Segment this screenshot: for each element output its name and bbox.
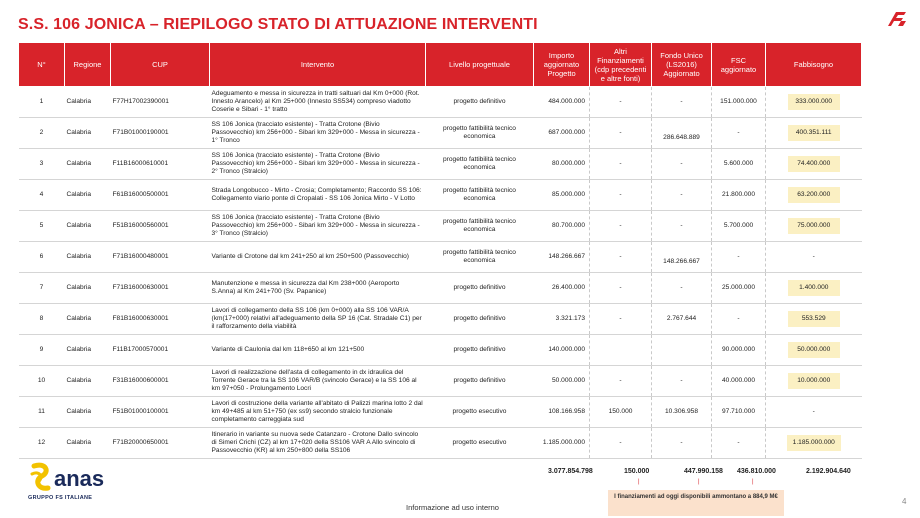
col-header-fabbisogno: Fabbisogno	[766, 43, 862, 87]
table-row	[19, 180, 862, 211]
total-fsc: 436.810.000	[737, 468, 776, 475]
cell-cup: F71B20000650001	[111, 428, 210, 459]
fabbisogno-highlight: 1.400.000	[788, 280, 840, 296]
cell-regione: Calabria	[65, 397, 111, 428]
page-number: 4	[902, 497, 907, 506]
table-row	[19, 335, 862, 366]
cell-n: 6	[19, 242, 65, 273]
cell-importo: 148.266.667	[534, 242, 590, 273]
cell-fabbisogno	[766, 118, 862, 149]
col-header-importo: Importo aggiornato Progetto	[534, 43, 590, 87]
cell-altri: -	[590, 242, 652, 273]
table-header-row	[19, 43, 862, 87]
bracket-tick-icon: |	[752, 479, 754, 485]
cell-fsc: -	[712, 304, 766, 335]
interventions-table	[18, 42, 862, 459]
col-header-fsc: FSC aggiornato	[712, 43, 766, 87]
table-row	[19, 273, 862, 304]
table-row	[19, 211, 862, 242]
cell-regione: Calabria	[65, 335, 111, 366]
cell-altri: -	[590, 273, 652, 304]
cell-intervento: Variante di Crotone dal km 241+250 al km 250+500 (Passovecchio)	[210, 242, 426, 273]
fabbisogno-highlight: 333.000.000	[788, 94, 840, 110]
cell-livello: progetto fattibilità tecnico economica	[426, 242, 534, 273]
cell-intervento: Itinerario in variante su nuova sede Catanzaro - Crotone Dallo svincolo di Simeri Crichi (CZ) al km 17+020 della SS106 VAR A Allo svincolo di Passovecchio (KR) al km 250+800 della SS106	[210, 428, 426, 459]
cell-cup: F77H17002390001	[111, 87, 210, 118]
cell-n: 12	[19, 428, 65, 459]
cell-fondo: -	[652, 273, 712, 304]
cell-cup: F71B16000480001	[111, 242, 210, 273]
col-header-regione: Regione	[65, 43, 111, 87]
bracket-tick-icon: |	[638, 479, 640, 485]
col-header-cup: CUP	[111, 43, 210, 87]
fabbisogno-highlight: 74.400.000	[788, 156, 840, 172]
fabbisogno-highlight: 75.000.000	[788, 218, 840, 234]
cell-fondo	[652, 118, 712, 149]
cell-fabbisogno	[766, 211, 862, 242]
cell-importo: 50.000.000	[534, 366, 590, 397]
cell-importo: 687.000.000	[534, 118, 590, 149]
cell-cup: F51B01000100001	[111, 397, 210, 428]
cell-livello: progetto esecutivo	[426, 428, 534, 459]
cell-fsc: 40.000.000	[712, 366, 766, 397]
cell-livello: progetto definitivo	[426, 273, 534, 304]
cell-fabbisogno	[766, 273, 862, 304]
cell-n: 11	[19, 397, 65, 428]
fondo-value: 286.648.889	[663, 133, 700, 141]
cell-importo: 26.400.000	[534, 273, 590, 304]
cell-regione: Calabria	[65, 428, 111, 459]
table-row	[19, 366, 862, 397]
cell-intervento: SS 106 Jonica (tracciato esistente) - Tratta Crotone (Bivio Passovecchio) km 256+000 - Sibari km 329+000 - Messa in sicurezza - 2° Tronco (Stralcio)	[210, 149, 426, 180]
cell-fondo	[652, 242, 712, 273]
table-row	[19, 304, 862, 335]
cell-fabbisogno	[766, 366, 862, 397]
cell-fsc: 5.700.000	[712, 211, 766, 242]
total-fondo: 447.990.158	[684, 468, 723, 475]
cell-fabbisogno: -	[766, 397, 862, 428]
cell-importo: 484.000.000	[534, 87, 590, 118]
cell-intervento: Strada Longobucco - Mirto - Crosia; Completamento; Raccordo SS 106: Collegamento viario ponte di Cropalati - SS 106 Jonica Mirto - V Lotto	[210, 180, 426, 211]
cell-altri: -	[590, 87, 652, 118]
cell-cup: F11B16000610001	[111, 149, 210, 180]
cell-livello: progetto fattibilità tecnico economica	[426, 149, 534, 180]
cell-cup: F71B01000190001	[111, 118, 210, 149]
cell-fondo	[652, 335, 712, 366]
cell-fondo: -	[652, 180, 712, 211]
fabbisogno-highlight: 50.000.000	[788, 342, 840, 358]
table-row	[19, 87, 862, 118]
col-header-fondo: Fondo Unico (LS2016) Aggiornato	[652, 43, 712, 87]
table-row	[19, 118, 862, 149]
cell-n: 3	[19, 149, 65, 180]
cell-fabbisogno	[766, 149, 862, 180]
cell-regione: Calabria	[65, 87, 111, 118]
cell-altri: -	[590, 366, 652, 397]
fabbisogno-highlight: 1.185.000.000	[787, 435, 841, 451]
cell-n: 5	[19, 211, 65, 242]
table-row	[19, 428, 862, 459]
cell-altri: 150.000	[590, 397, 652, 428]
fabbisogno-highlight: 400.351.111	[788, 125, 840, 141]
cell-altri: -	[590, 180, 652, 211]
fs-italiane-logo-icon	[884, 6, 910, 32]
cell-fondo: 2.767.644	[652, 304, 712, 335]
cell-intervento: Adeguamento e messa in sicurezza in tratti saltuari dal Km 0+000 (Rot. Innesto Arancelo) al Km 25+000 (Innesto SS534) compreso viadotto Coserie e Sibari - 1° tratto	[210, 87, 426, 118]
cell-intervento: Variante di Caulonia dal km 118+650 al km 121+500	[210, 335, 426, 366]
cell-regione: Calabria	[65, 180, 111, 211]
cell-n: 7	[19, 273, 65, 304]
cell-fabbisogno: -	[766, 242, 862, 273]
cell-regione: Calabria	[65, 149, 111, 180]
cell-regione: Calabria	[65, 366, 111, 397]
cell-altri: -	[590, 118, 652, 149]
bracket-tick-icon: |	[698, 479, 700, 485]
table-row	[19, 149, 862, 180]
total-fabbisogno: 2.192.904.640	[806, 468, 851, 475]
cell-n: 4	[19, 180, 65, 211]
cell-livello: progetto fattibilità tecnico economica	[426, 180, 534, 211]
cell-regione: Calabria	[65, 118, 111, 149]
cell-regione: Calabria	[65, 304, 111, 335]
cell-altri: -	[590, 304, 652, 335]
cell-fsc: 21.800.000	[712, 180, 766, 211]
table-row	[19, 242, 862, 273]
fabbisogno-highlight: 10.000.000	[788, 373, 840, 389]
cell-livello: progetto fattibilità tecnico economica	[426, 118, 534, 149]
cell-cup: F11B17000570001	[111, 335, 210, 366]
cell-n: 10	[19, 366, 65, 397]
total-importo: 3.077.854.798	[548, 468, 593, 475]
col-header-intervento: Intervento	[210, 43, 426, 87]
anas-logo-text: anas	[54, 466, 105, 491]
table-row	[19, 397, 862, 428]
cell-regione: Calabria	[65, 273, 111, 304]
fondo-value: 148.266.667	[663, 257, 700, 265]
cell-fondo: -	[652, 149, 712, 180]
col-header-livello: Livello progettuale	[426, 43, 534, 87]
cell-n: 1	[19, 87, 65, 118]
cell-fsc: 90.000.000	[712, 335, 766, 366]
cell-intervento: Lavori di collegamento della SS 106 (km 0+000) alla SS 106 VAR/A (km(17+000) relativi all'adeguamento della SP 16 (Cat. Stradale C1) per il rafforzamento della viabilità	[210, 304, 426, 335]
cell-fsc: -	[712, 118, 766, 149]
cell-livello: progetto fattibilità tecnico economica	[426, 211, 534, 242]
cell-livello: progetto definitivo	[426, 304, 534, 335]
cell-intervento: Lavori di realizzazione dell'asta di collegamento in dx idraulica del Torrente Gerace tra la SS 106 VAR/B (svincolo Gerace) e la SS 106 al km 97+050 - Prolungamento Locri	[210, 366, 426, 397]
cell-regione: Calabria	[65, 242, 111, 273]
cell-altri: -	[590, 149, 652, 180]
cell-fondo: -	[652, 366, 712, 397]
cell-fondo: -	[652, 87, 712, 118]
cell-fsc: 5.600.000	[712, 149, 766, 180]
cell-intervento: SS 106 Jonica (tracciato esistente) - Tratta Crotone (Bivio Passovecchio) km 256+000 - Sibari km 329+000 - Messa in sicurezza - 3° Tronco (Stralcio)	[210, 211, 426, 242]
footer-confidentiality: Informazione ad uso interno	[406, 503, 499, 512]
cell-n: 8	[19, 304, 65, 335]
cell-fsc: 97.710.000	[712, 397, 766, 428]
cell-fondo: -	[652, 211, 712, 242]
cell-cup: F61B16000500001	[111, 180, 210, 211]
cell-fondo: -	[652, 428, 712, 459]
cell-cup: F51B16000560001	[111, 211, 210, 242]
cell-fsc: 151.000.000	[712, 87, 766, 118]
fabbisogno-highlight: 553.529	[788, 311, 840, 327]
cell-fsc: -	[712, 428, 766, 459]
cell-intervento: Manutenzione e messa in sicurezza dal Km 238+000 (Aeroporto S.Anna) al Km 241+700 (Sv. Papanice)	[210, 273, 426, 304]
col-header-altri: Altri Finanziamenti (cdp precedenti e altre fonti)	[590, 43, 652, 87]
cell-importo: 80.000.000	[534, 149, 590, 180]
cell-intervento: SS 106 Jonica (tracciato esistente) - Tratta Crotone (Bivio Passovecchio) km 256+000 - Sibari km 329+000 - Messa in sicurezza - 1° Tronco	[210, 118, 426, 149]
page-title: S.S. 106 JONICA – RIEPILOGO STATO DI ATTUAZIONE INTERVENTI	[18, 16, 538, 33]
cell-fabbisogno	[766, 180, 862, 211]
cell-livello: progetto esecutivo	[426, 397, 534, 428]
cell-altri: -	[590, 428, 652, 459]
cell-fabbisogno	[766, 335, 862, 366]
cell-importo: 85.000.000	[534, 180, 590, 211]
cell-livello: progetto definitivo	[426, 366, 534, 397]
cell-livello: progetto definitivo	[426, 87, 534, 118]
cell-n: 2	[19, 118, 65, 149]
cell-cup: F71B16000630001	[111, 273, 210, 304]
cell-importo: 80.700.000	[534, 211, 590, 242]
cell-altri	[590, 335, 652, 366]
cell-livello: progetto definitivo	[426, 335, 534, 366]
cell-fabbisogno	[766, 428, 862, 459]
cell-fsc: -	[712, 242, 766, 273]
cell-importo: 3.321.173	[534, 304, 590, 335]
anas-logo-subtitle: GRUPPO FS ITALIANE	[28, 495, 93, 501]
col-header-n: N°	[19, 43, 65, 87]
cell-fabbisogno	[766, 304, 862, 335]
cell-fsc: 25.000.000	[712, 273, 766, 304]
fabbisogno-highlight: 63.200.000	[788, 187, 840, 203]
cell-cup: F81B16000630001	[111, 304, 210, 335]
cell-cup: F31B16000600001	[111, 366, 210, 397]
funding-note: I finanziamenti ad oggi disponibili ammontano a 884,9 M€	[608, 490, 784, 516]
cell-importo: 1.185.000.000	[534, 428, 590, 459]
cell-altri: -	[590, 211, 652, 242]
total-altri: 150.000	[624, 468, 650, 475]
cell-fabbisogno	[766, 87, 862, 118]
cell-fondo: 10.306.958	[652, 397, 712, 428]
cell-importo: 140.000.000	[534, 335, 590, 366]
cell-importo: 108.166.958	[534, 397, 590, 428]
cell-regione: Calabria	[65, 211, 111, 242]
cell-intervento: Lavori di costruzione della variante all'abitato di Palizzi marina lotto 2 dal km 49+485 al km 51+750 (ex ss9) secondo stralcio funzionale completamento carreggiata sud	[210, 397, 426, 428]
cell-n: 9	[19, 335, 65, 366]
